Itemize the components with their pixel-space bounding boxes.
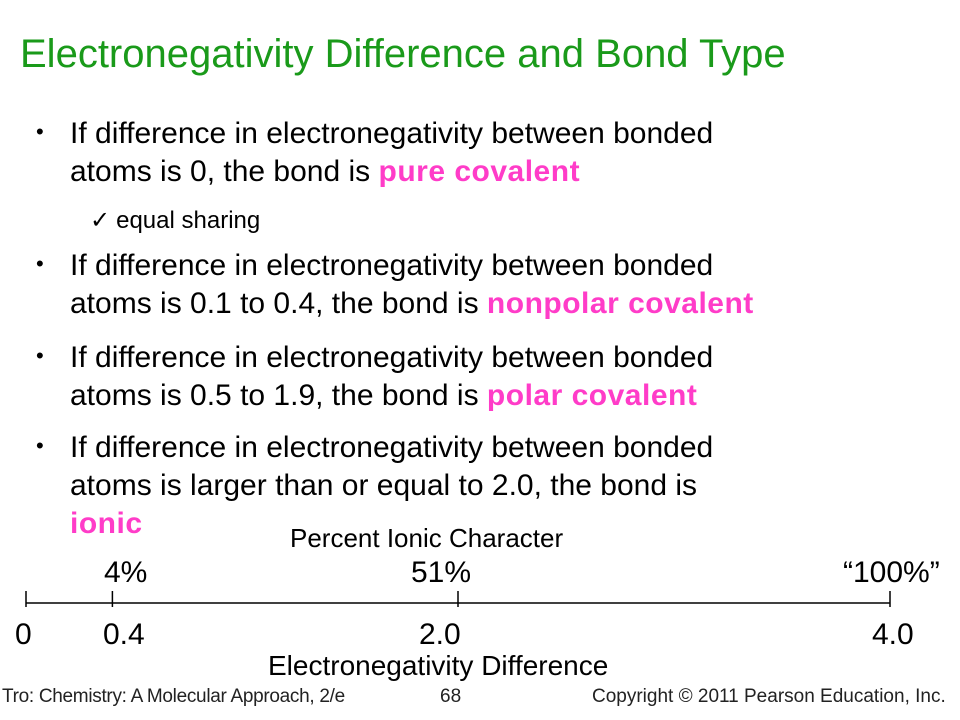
sub-bullet-text: equal sharing xyxy=(116,207,261,234)
bullet-dot-icon: • xyxy=(36,433,44,458)
scale-title: Percent Ionic Character xyxy=(290,523,564,553)
tick-label: 2.0 xyxy=(419,618,461,651)
axis-label: Electronegativity Difference xyxy=(268,650,609,681)
bullet-text-line1: If difference in electronegativity between bonded xyxy=(70,249,714,282)
bullet-dot-icon: • xyxy=(36,251,44,276)
bond-type-highlight: nonpolar covalent xyxy=(486,287,754,320)
percent-label: 51% xyxy=(411,556,472,589)
tick-label: 0 xyxy=(15,618,32,651)
bullet-dot-icon: • xyxy=(36,343,44,368)
checkmark-icon: ✓ xyxy=(90,207,111,234)
footer-source: Tro: Chemistry: A Molecular Approach, 2/e xyxy=(2,686,345,707)
bullet-text: atoms is 0.5 to 1.9, the bond is xyxy=(70,379,487,412)
percent-label: 4% xyxy=(104,556,148,589)
bullet-text-line1: If difference in electronegativity between bonded xyxy=(70,341,714,374)
bullet-text-line2: atoms is larger than or equal to 2.0, the bond is xyxy=(70,469,698,502)
bullet-text-line1: If difference in electronegativity between bonded xyxy=(70,431,714,464)
page-number: 68 xyxy=(440,686,462,707)
bullet-text-line1: If difference in electronegativity between bonded xyxy=(70,117,714,150)
scale-ticks xyxy=(26,591,890,607)
tick-label: 4.0 xyxy=(872,618,914,651)
footer-copyright: Copyright © 2011 Pearson Education, Inc. xyxy=(592,686,946,707)
slide-title: Electronegativity Difference and Bond Type xyxy=(20,32,786,76)
bullet-text: atoms is 0, the bond is xyxy=(70,155,379,188)
bond-type-highlight: ionic xyxy=(70,507,143,540)
bond-type-highlight: polar covalent xyxy=(486,379,698,412)
bullet-text: atoms is 0.1 to 0.4, the bond is xyxy=(70,287,487,320)
bond-type-highlight: pure covalent xyxy=(378,155,581,188)
percent-label: “100%” xyxy=(843,556,940,589)
tick-label: 0.4 xyxy=(103,618,145,651)
bullet-dot-icon: • xyxy=(36,119,44,144)
